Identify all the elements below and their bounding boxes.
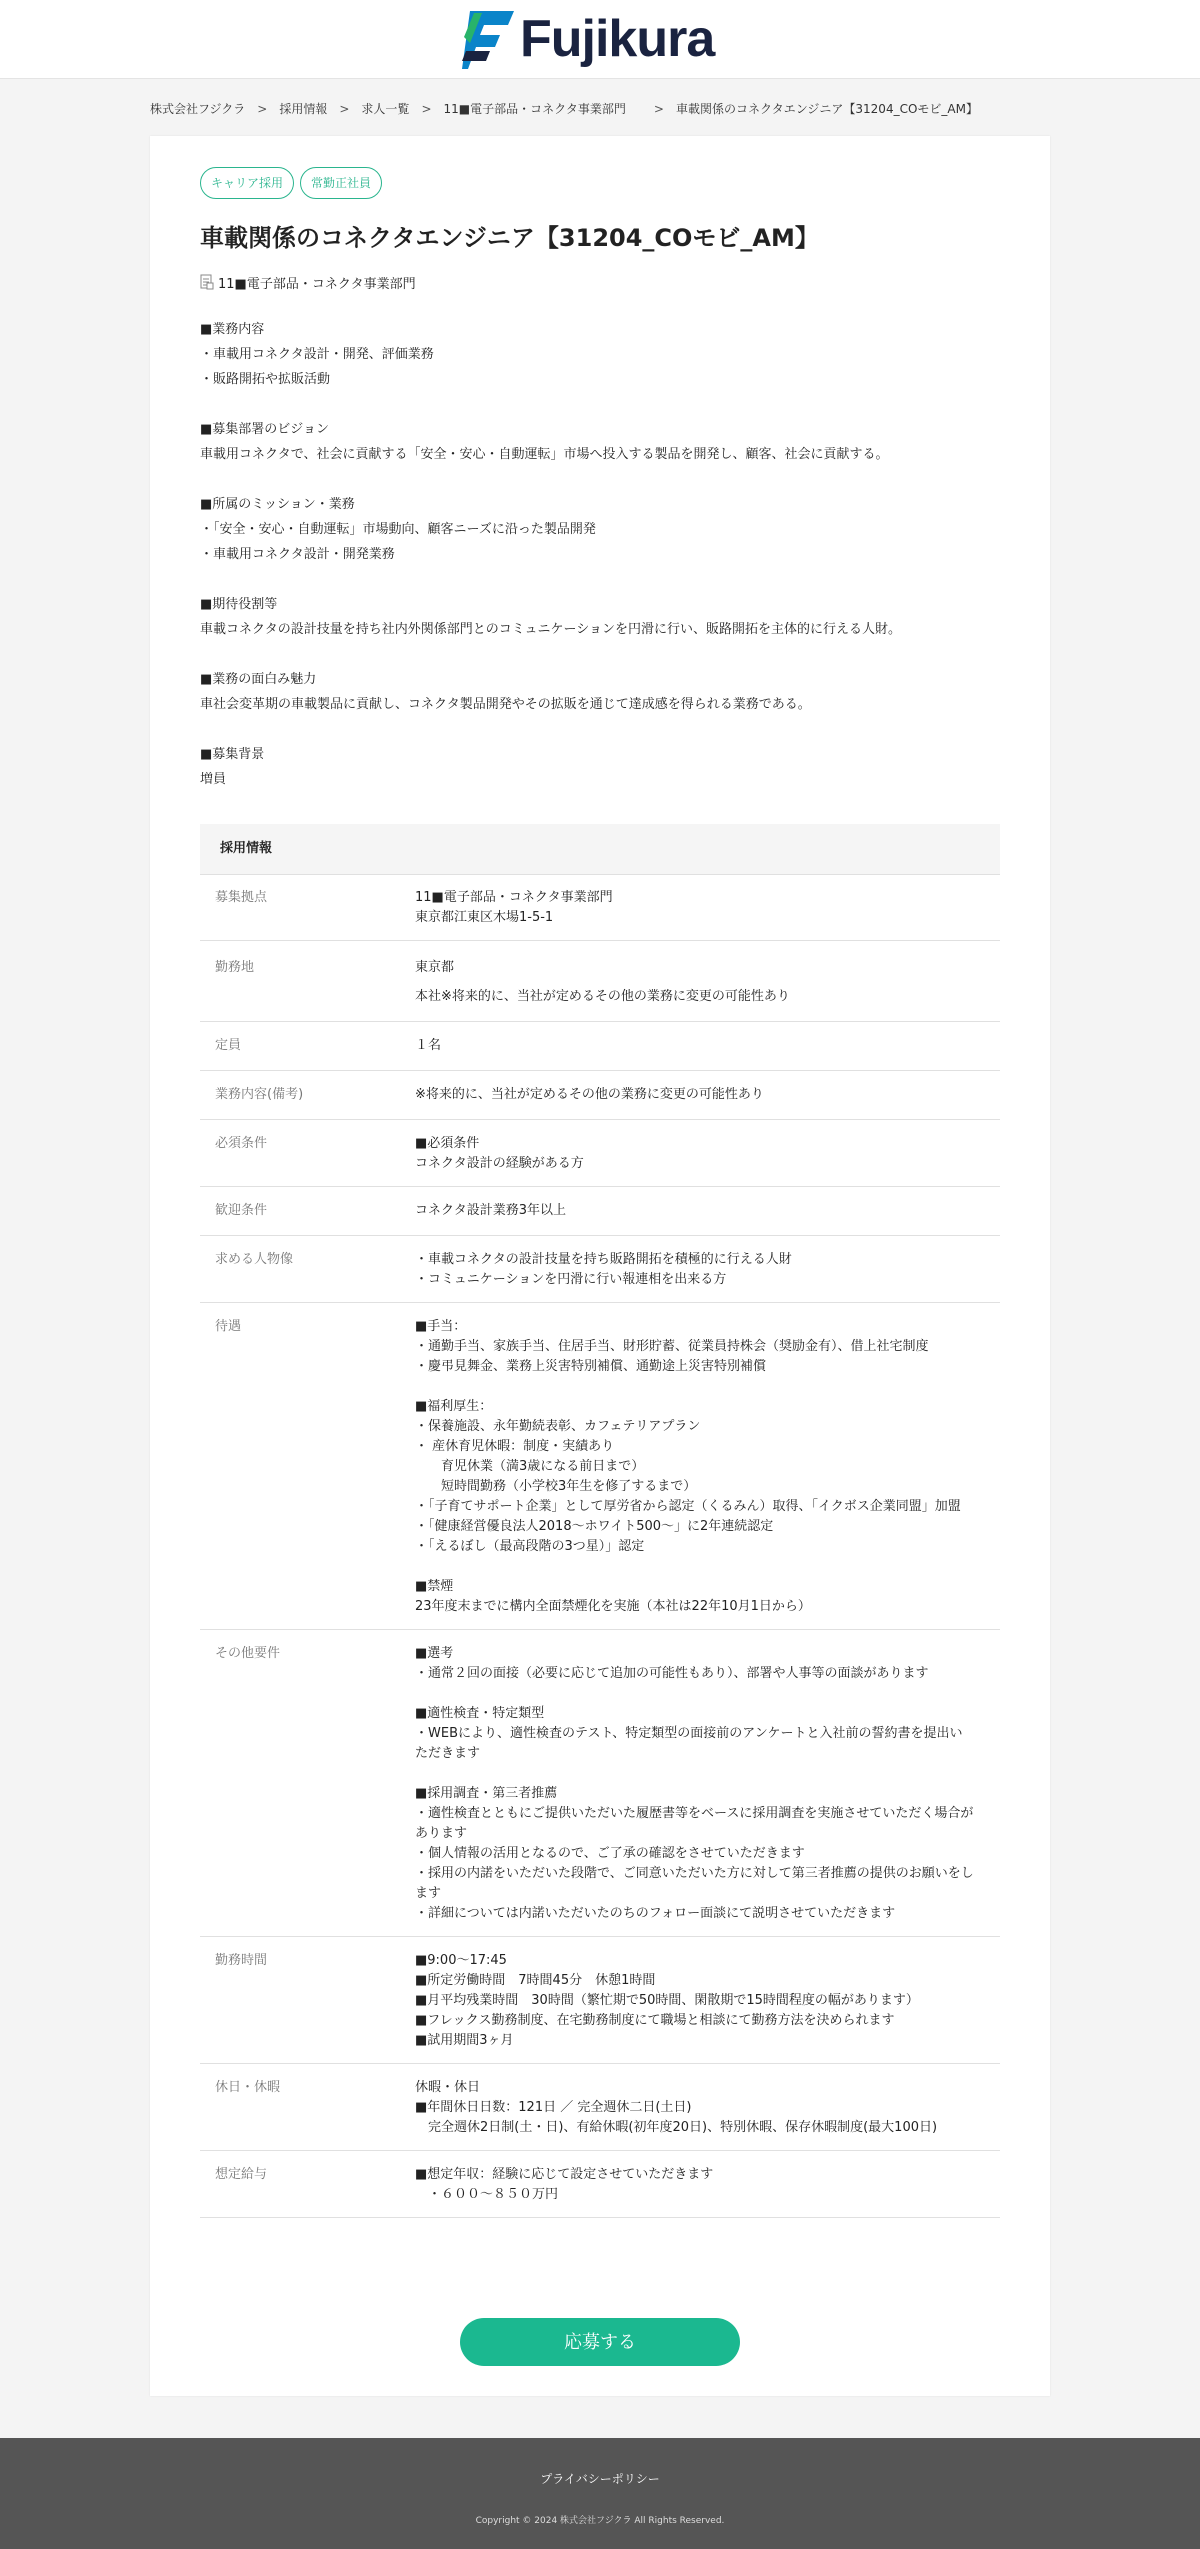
breadcrumb-item-recruit[interactable]: 採用情報 [279,102,328,116]
row-label: 待遇 [215,1319,242,1334]
row-label: 求める人物像 [215,1252,294,1267]
table-row [200,1937,1000,2064]
tag-career: キャリア採用 [200,167,294,199]
page-title: 車載関係のコネクタエンジニア【31204_COモビ_AM】 [200,224,819,252]
privacy-policy-link[interactable]: プライバシーポリシー [540,2472,660,2486]
table-row [200,1071,1000,1120]
row-label: 業務内容(備考) [215,1087,304,1102]
row-label: 募集拠点 [215,890,268,905]
tag-employment-type: 常勤正社員 [300,167,382,199]
breadcrumb-item-job-list[interactable]: 求人一覧 [361,102,410,116]
document-icon [200,274,214,290]
breadcrumb-separator: > [653,102,664,116]
job-description [200,317,1000,817]
breadcrumb-item-current: 車載関係のコネクタエンジニア【31204_COモビ_AM】 [675,102,978,116]
table-row [200,1022,1000,1071]
table-row [200,2151,1000,2218]
row-label: 休日・休暇 [215,2080,281,2095]
fujikura-logo[interactable] [460,4,742,74]
breadcrumb-separator: > [257,102,268,116]
row-label: 歓迎条件 [215,1203,268,1218]
site-footer [0,2438,1200,2549]
desc-appeal: ■業務の面白み魅力 車社会変革期の車載製品に貢献し、コネクタ製品開発やその拡販を通じて達成感を得られる業務である。 [200,672,811,712]
fujikura-logo-mark-icon [460,7,516,71]
breadcrumb [150,100,1050,120]
row-value: ■選考 ・通常２回の面接（必要に応じて追加の可能性もあり）、部署や人事等の面談があります ■適性検査・特定類型 ・WEBにより、適性検査のテスト、特定類型の面接前のアンケートと入社前の誓約書を提出いただきます ■採用調査・第三者推薦 ・適性検査とともにご提供いただいた履歴書等をベースに採用調査を実施させていただく場合があります ・個人情報の活用となるので、ご了承の確認をさせていただきます ・採用の内諾をいただいた段階で、ご同意いただいた方に対して第三者推薦の提供のお願いをします ・詳細については内諾いただいたのちのフォロー面談にて説明させていただきます [415,1646,974,1921]
recruitment-info-heading: 採用情報 [200,824,1000,875]
copyright-text: Copyright © 2024 株式会社フジクラ All Rights Reserved. [475,2516,725,2526]
desc-business-content: ■業務内容 ・車載用コネクタ設計・開発、評価業務 ・販路開拓や拡販活動 [200,322,434,387]
job-detail-card [150,136,1050,2396]
row-value: ■想定年収：経験に応じて設定させていただきます ・６００～８５０万円 [415,2167,714,2202]
desc-vision: ■募集部署のビジョン 車載用コネクタで、社会に貢献する「安全・安心・自動運転」市場へ投入する製品を開発し、顧客、社会に貢献する。 [200,422,889,462]
job-department [200,273,416,291]
apply-button[interactable]: 応募する [460,2318,740,2366]
row-value: 11■電子部品・コネクタ事業部門 東京都江東区木場1-5-1 [415,890,613,925]
desc-background: ■募集背景 増員 [200,747,265,787]
row-label: 勤務地 [215,960,255,975]
table-row [200,1303,1000,1630]
row-value: ・車載コネクタの設計技量を持ち販路開拓を積極的に行える人財 ・コミュニケーションを円滑に行い報連相を出来る方 [415,1252,792,1287]
row-value: ■必須条件 コネクタ設計の経験がある方 [415,1136,584,1171]
row-value: ■9:00～17:45 ■所定労働時間 7時間45分 休憩1時間 ■月平均残業時間 30時間（繁忙期で50時間、閑散期で15時間程度の幅があります） ■フレックス勤務制度、在宅勤務制度にて職場と相談にて勤務方法を決められます ■試用期間3ヶ月 [415,1953,919,2048]
row-label: 想定給与 [215,2167,268,2182]
logo-text: Fujikura [520,10,715,68]
row-value: 東京都 本社※将来的に、当社が定めるその他の業務に変更の可能性あり [415,960,790,1004]
table-row [200,1630,1000,1937]
table-row [200,2064,1000,2151]
breadcrumb-item-department[interactable]: 11■電子部品・コネクタ事業部門 [443,102,626,116]
row-value: ※将来的に、当社が定めるその他の業務に変更の可能性あり [415,1087,764,1102]
row-value: コネクタ設計業務3年以上 [415,1203,567,1218]
table-row [200,941,1000,1022]
row-label: 定員 [215,1038,242,1053]
desc-mission: ■所属のミッション・業務 ・「安全・安心・自動運転」市場動向、顧客ニーズに沿った製品開発 ・車載用コネクタ設計・開発業務 [200,497,596,562]
desc-expected-role: ■期待役割等 車載コネクタの設計技量を持ち社内外関係部門とのコミュニケーションを円滑に行い、販路開拓を主体的に行える人財。 [200,597,901,637]
row-label: その他要件 [215,1646,281,1661]
row-value: 休暇・休日 ■年間休日日数：121日 ／ 完全週休二日(土日) 完全週休2日制(土・日)、有給休暇(初年度20日)、特別休暇、保存休暇制度(最大100日) [415,2080,938,2135]
breadcrumb-item-company[interactable]: 株式会社フジクラ [150,102,246,116]
row-value: １名 [415,1038,442,1053]
table-row [200,874,1000,941]
department-label: 11■電子部品・コネクタ事業部門 [218,276,416,292]
breadcrumb-separator: > [339,102,350,116]
row-label: 勤務時間 [215,1953,268,1968]
job-tags [200,167,382,199]
breadcrumb-separator: > [421,102,432,116]
table-row [200,1187,1000,1236]
table-row [200,1120,1000,1187]
row-label: 必須条件 [215,1136,268,1151]
table-row [200,1236,1000,1303]
site-header [0,0,1200,79]
recruitment-info-table [200,874,1000,2218]
row-value: ■手当： ・通勤手当、家族手当、住居手当、財形貯蓄、従業員持株会（奨励金有）、借上社宅制度 ・慶弔見舞金、業務上災害特別補償、通勤途上災害特別補償 ■福利厚生： ・保養施設、永年勤続表彰、カフェテリアプラン ・ 産休育児休暇：制度・実績あり 育児休業（満3歳になる前日まで） 短時間勤務（小学校3年生を修了するまで） ・「子育てサポート企業」として厚労省から認定（くるみん）取得、「イクボス企業同盟」加盟 ・「健康経営優良法人2018～ホワイト500～」に2年連続認定 ・「えるぼし（最高段階の3つ星）」認定 ■禁煙 23年度末までに構内全面禁煙化を実施（本社は22年10月1日から） [415,1319,961,1614]
